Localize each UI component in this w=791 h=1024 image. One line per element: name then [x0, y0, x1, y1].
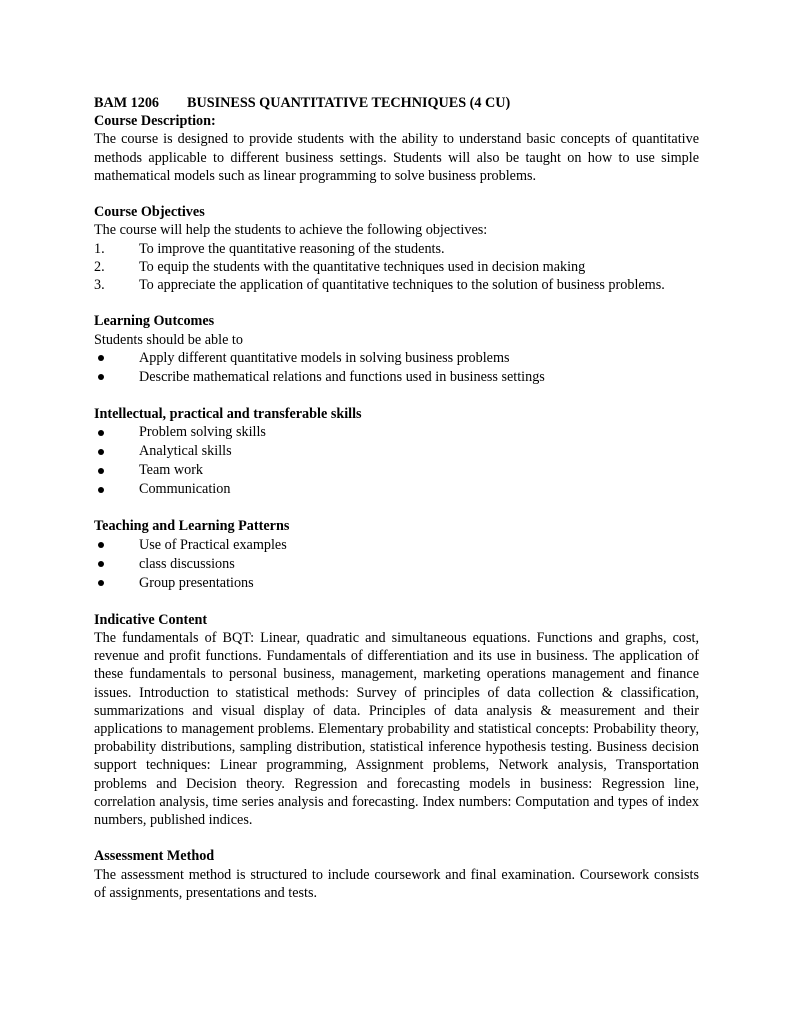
objective-number: 1. [94, 240, 105, 257]
bullet-icon [98, 468, 104, 474]
pattern-text: Use of Practical examples [139, 536, 287, 553]
assessment-text: The assessment method is structured to include coursework and final examination. Coursework consists of assignments, presentations and tests. [94, 866, 699, 901]
pattern-text: Group presentations [139, 574, 254, 591]
bullet-icon [98, 430, 104, 436]
outcome-item [94, 349, 699, 368]
objective-item [94, 258, 699, 276]
objective-text: To equip the students with the quantitative techniques used in decision making [139, 258, 586, 275]
bullet-icon [98, 449, 104, 455]
skill-item [94, 423, 699, 442]
skill-text: Team work [139, 462, 204, 479]
objective-number: 3. [94, 277, 105, 294]
objectives-intro: The course will help the students to achieve the following objectives: [94, 222, 488, 239]
skill-item [94, 480, 699, 499]
outcome-text: Describe mathematical relations and functions used in business settings [139, 368, 545, 385]
skill-text: Problem solving skills [139, 424, 266, 441]
objectives-heading: Course Objectives [94, 204, 205, 221]
pattern-text: class discussions [139, 555, 235, 572]
content-text: The fundamentals of BQT: Linear, quadratic and simultaneous equations. Functions and graphs, cost, revenue and profit functions. Fundamentals of differentiation and its use in business. The application of these fundamentals to personal business, management, marketing operations management and finance issues. Introduction to statistical methods: Survey of principles of data collection & classification, summarizations and visual display of data. Principles of data analysis & measurement and their applications to management problems. Elementary probability and statistical concepts: Probability theory, probability distributions, sampling distribution, statistical inference hypothesis testing. Business decision support techniques: Linear programming, Assignment problems, Network analysis, Transportation problems and Decision theory. Regression and forecasting models in business: Regression line, correlation analysis, time series analysis and forecasting. Index numbers: Computation and types of index numbers, published indices. [94, 629, 699, 829]
bullet-icon [98, 561, 104, 567]
document-content [94, 94, 699, 902]
outcome-item [94, 368, 699, 387]
bullet-icon [98, 374, 104, 380]
skill-item [94, 461, 699, 480]
course-code: BAM 1206 [94, 95, 160, 111]
pattern-item [94, 555, 699, 574]
patterns-heading: Teaching and Learning Patterns [94, 518, 290, 535]
outcomes-list [94, 349, 699, 387]
pattern-item [94, 536, 699, 555]
description-heading: Course Description: [94, 113, 216, 130]
assessment-heading: Assessment Method [94, 848, 215, 865]
description-text: The course is designed to provide students with the ability to understand basic concepts of quantitative methods applicable to different business settings. Students will also be taught on how to use simple mathematical models such as linear programming to solve business problems. [94, 131, 699, 184]
skill-text: Communication [139, 481, 231, 498]
bullet-icon [98, 487, 104, 493]
bullet-icon [98, 355, 104, 361]
bullet-icon [98, 542, 104, 548]
skills-list [94, 423, 699, 499]
skills-heading: Intellectual, practical and transferable skills [94, 406, 362, 422]
course-title: BUSINESS QUANTITATIVE TECHNIQUES (4 CU) [187, 95, 511, 111]
bullet-icon [98, 580, 104, 586]
pattern-item [94, 574, 699, 593]
objective-text: To appreciate the application of quantitative techniques to the solution of business problems. [139, 277, 665, 294]
objective-text: To improve the quantitative reasoning of the students. [139, 240, 445, 257]
objective-number: 2. [94, 258, 105, 275]
course-title-line [94, 94, 699, 112]
skill-item [94, 442, 699, 461]
content-heading: Indicative Content [94, 611, 208, 628]
skill-text: Analytical skills [139, 443, 232, 460]
objective-item [94, 240, 699, 258]
objectives-list [94, 240, 699, 295]
objective-item [94, 276, 699, 294]
outcomes-heading: Learning Outcomes [94, 313, 215, 330]
outcome-text: Apply different quantitative models in solving business problems [139, 349, 510, 366]
outcomes-intro: Students should be able to [94, 331, 243, 348]
patterns-list [94, 536, 699, 593]
